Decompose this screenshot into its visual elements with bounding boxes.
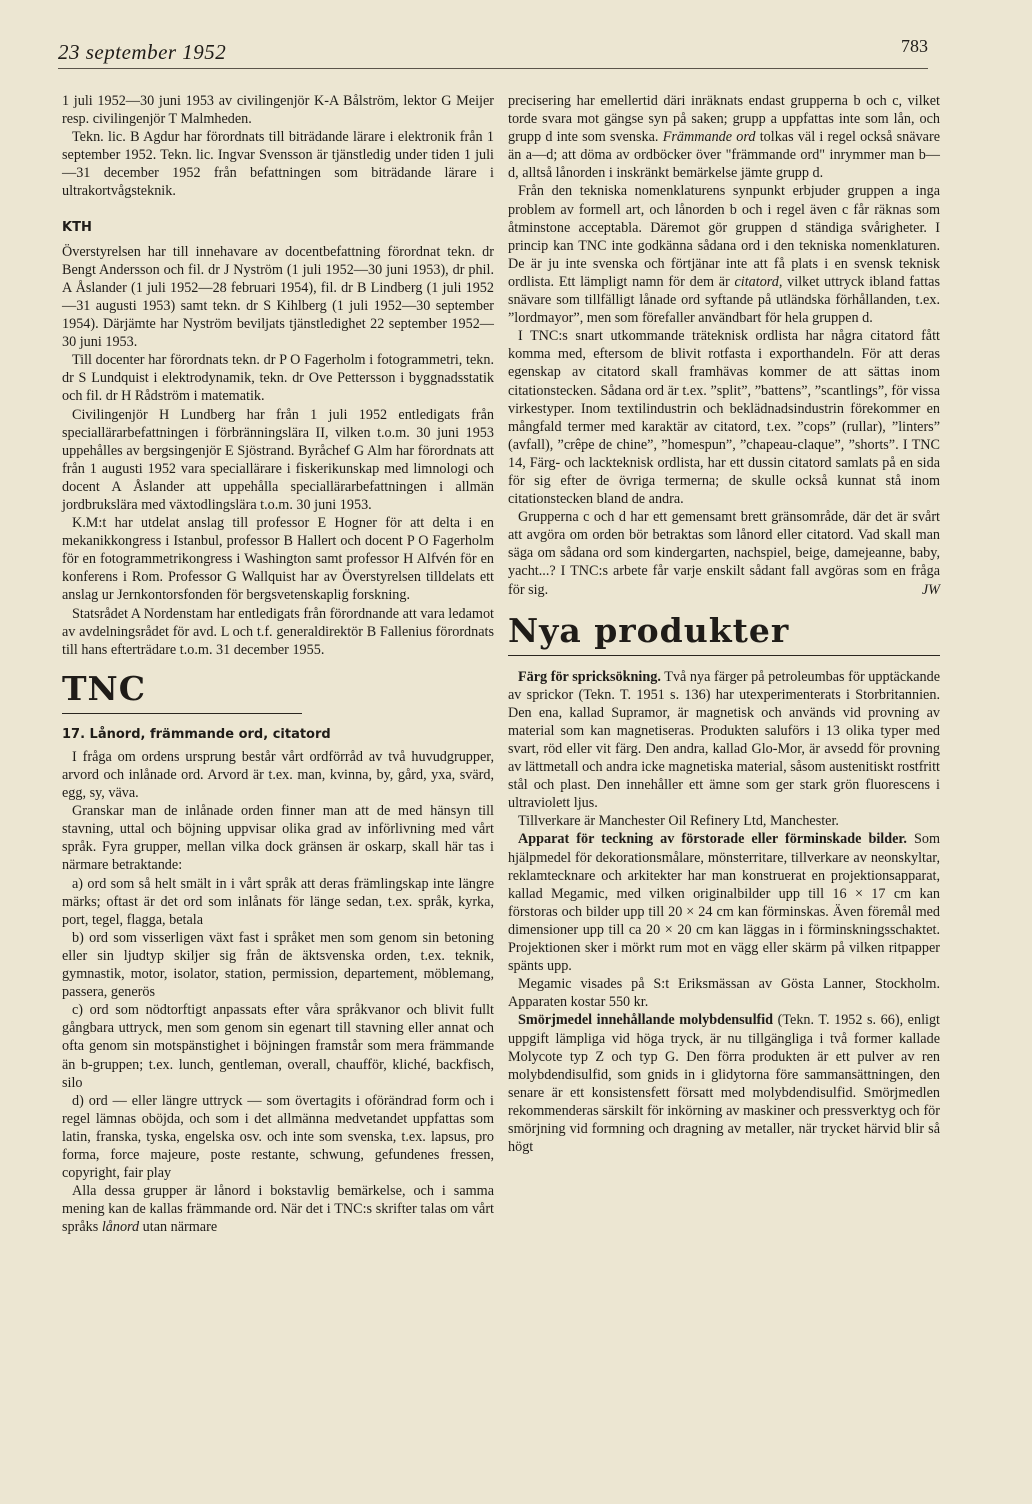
emphasis: Främmande ord — [662, 129, 756, 146]
paragraph: Tillverkare är Manchester Oil Refinery Ltd, Manchester. — [518, 813, 839, 830]
heading-rule — [62, 713, 302, 714]
entry-text: Två nya färger på petroleumbas för upptäckande av sprickor (Tekn. T. 1951 s. 136) har utexperimenterats i Storbritannien. Den ena, kallad Supramor, är magnetisk och används vid provning av material som kan magnetiseras. Produkten saluförs i 13 olika typer med svart, röd eller vit färg. Den andra, kallad Glo-Mor, är avsedd för provning av lättmetall och andra icke magnetiska material, såsom austenitiskt rostfritt stål och plast. Den innehåller ett ämne som ger stark grön fluorescens i ultraviolett ljus. — [508, 668, 940, 812]
paragraph: Megamic visades på S:t Eriksmässan av Gösta Lanner, Stockholm. Apparaten kostar 550 kr. — [508, 976, 940, 1011]
paragraph-text: tolkas väl i regel också snävare än a—d; att döma av ordböcker över "främmande ord" inrymmer man b—d, alltså lånorden i inskränkt bemärkelse jämte grupp d. — [508, 129, 940, 182]
paragraph — [62, 1182, 494, 1236]
entry-title: Apparat för teckning av förstorade eller förminskade bilder. — [518, 831, 907, 848]
paragraph: Granskar man de inlånade orden finner man att de med hänsyn till stavning, uttal och böjning uppvisar olika grad av införlivning med vårt språk. Fyra grupper, mellan vilka dock gränsen är oskarp, skall här tas i närmare betraktande: — [62, 803, 494, 874]
author-signature: JW — [921, 581, 940, 598]
paragraph — [508, 508, 940, 598]
heading-rule — [508, 655, 940, 656]
paragraph: I fråga om ordens ursprung består vårt ordförråd av två huvudgrupper, arvord och inlånade ord. Arvord är t.ex. man, kvinna, by, gård, yxa, svärd, egg, sy, väva. — [62, 748, 494, 802]
paragraph-text: precisering har emellertid däri inräknats endast grupperna b och c, vilket torde svara mot gängse syn på saken; grupp a uppfattas inte som lån, och grupp d inte som svenska. — [508, 93, 940, 146]
paragraph-text: Grupperna c och d har ett gemensamt brett gränsområde, där det är svårt att avgöra om orden bör betraktas som lånord eller citatord. Vad skall man säga om sådana ord som kindergarten, nachspiel, beige, damejeanne, baby, yacht...? I TNC:s arbete får varje enskilt sådant fall avgöras som en fråga för sig. — [508, 509, 940, 598]
header-rule — [58, 68, 928, 69]
emphasis: lånord — [101, 1219, 140, 1236]
paragraph: d) ord — eller längre uttryck — som övertagits i oförändrad form och i regel lämnas oböjda, och som i det allmänna medvetandet uppfattas som latin, franska, tyska, engelska osv. och inte som svenska, t.ex. lapsus, pro forma, force majeure, poste restante, schwung, gefundenes fressen, copyright, fair play — [62, 1092, 494, 1182]
product-entry — [508, 830, 940, 975]
paragraph-text: Från den tekniska nomenklaturens synpunkt erbjuder gruppen a inga problem av formell art, och lånorden b och i regel även c får räknas som åtminstone acceptabla. Däremot gör gruppen d ständiga svårigheter. I princip kan TNC inte godkänna sådana ord i den tekniska nomenklaturen. De är ju inte svenska och förtjänar inte att få plats i en svensk teknisk ordlista. Ett lämpligt namn för dem är — [508, 183, 940, 290]
section-title: 17. Lånord, främmande ord, citatord — [62, 726, 331, 742]
entry-text: Som hjälpmedel för dekorationsmålare, mönsterritare, tillverkare av neonskyltar, reklamtecknare och arkitekter har man konstruerat en projektionsapparat, kallad Megamic, med vilken originalbilder upp till 16 × 17 cm kan förstoras och bilder upp till 20 × 24 cm kan förminskas. Även föremål med dimensioner upp till ca 20 × 20 cm kan läggas in i förminskningsschaktet. Projektionen sker i mörkt rum mot en vägg eller skärm på vilken ritpapper spänts upp. — [508, 831, 941, 975]
paragraph: 1 juli 1952—30 juni 1953 av civilingenjör K-A Bålström, lektor G Meijer resp. civilingenjör T Malmheden. — [62, 93, 494, 128]
emphasis: citatord, — [734, 273, 783, 290]
paragraph: c) ord som nödtorftigt anpassats efter våra språkvanor och blivit fullt gångbara uttryck, men som genom sin egenart till stavning eller annat och ofta genom sin motspänstighet i böjningen framstår som mera främmande än b-gruppen; t.ex. lunch, gentleman, overall, chaufför, kliché, backfisch, silo — [62, 1002, 494, 1091]
tnc-heading: TNC — [62, 668, 146, 708]
kth-heading: KTH — [62, 219, 92, 235]
paragraph: Tekn. lic. B Agdur har förordnats till biträdande lärare i elektronik från 1 september 1952. Tekn. lic. Ingvar Svensson är tjänstledig under tiden 1 juli—31 december 1952 från befattningen som biträdande lärare i ultrakortvågsteknik. — [62, 129, 494, 200]
issue-date: 23 september 1952 — [58, 40, 227, 64]
paragraph: Överstyrelsen har till innehavare av docentbefattning förordnat tekn. dr Bengt Andersson och fil. dr J Nyström (1 juli 1952—30 juni 1953), dr phil. A Åslander (1 juli 1952—28 februari 1954), fil. dr B Lindberg (1 juli 1952—31 augusti 1953) samt tekn. dr S Kihlberg (1 juli 1952—30 september 1954). Därjämte har Nyström beviljats tjänstledighet 22 september 1952—30 juni 1953. — [62, 243, 494, 351]
paragraph: Civilingenjör H Lundberg har från 1 juli 1952 entledigats från speciallärarbefattningen i förbränningslära II, vilken t.o.m. 30 juni 1953 uppehålles av bergsingenjör E Sjöstrand. Byråchef G Alm har förordnats att från 1 augusti 1952 vara speciallärare i fiskerikunskap med limnologi och docent A Åslander att uppehålla speciallärarbefattningen i allmän jordbrukslära med växtodlingslära t.o.m. 30 juni 1953. — [62, 406, 494, 513]
paragraph — [508, 92, 940, 182]
paragraph-text: utan närmare — [142, 1219, 218, 1236]
paragraph: Till docenter har förordnats tekn. dr P O Fagerholm i fotogrammetri, tekn. dr S Lundquist i elektrodynamik, tekn. dr Ove Pettersson i byggnadsstatik och fil. dr H Rådström i matematik. — [62, 352, 494, 405]
paragraph: K.M:t har utdelat anslag till professor E Hogner för att delta i en mekanikkongress i Istanbul, professor B Hallert och docent P O Fagerholm för en fotogrammetrikongress i Washington samt professor H Alfvén för en konferens i Rom. Professor G Wallquist har av Överstyrelsen tilldelats ett anslag ur Jernkontorsfonden för bergsvetenskaplig forskning. — [62, 515, 494, 604]
left-column — [62, 92, 494, 1236]
page-number: 783 — [901, 36, 928, 56]
product-entry — [508, 668, 940, 813]
paragraph-text: Alla dessa grupper är lånord i bokstavlig bemärkelse, och i samma mening kan de kallas främmande ord. När det i TNC:s skrifter talas om vårt språks — [62, 1183, 494, 1236]
right-column — [508, 92, 940, 1156]
nya-produkter-heading: Nya produkter — [508, 610, 790, 650]
paragraph — [508, 182, 940, 327]
entry-text: (Tekn. T. 1952 s. 66), enligt uppgift lämpliga vid höga tryck, är nu tillgängliga i två former kallade Molycote typ Z och typ G. Den förra produkten är ett pulver av ren molybdendisulfid, som gnids in i glidytorna före sammansättningen, den senare är ett konsistensfett försatt med molybdendisulfid. Smörjmedlen rekommenderas särskilt för inkörning av maskiner och pressverktyg och för smörjning vid formning och dragning av metaller, när trycket härvid blir så högt — [508, 1012, 940, 1156]
entry-title: Färg för spricksökning. — [518, 668, 661, 685]
paragraph: a) ord som så helt smält in i vårt språk att deras främlingskap inte längre märks; oftast är det ord som inlånats för länge sedan, t.ex. språk, kyrka, port, tegel, flagga, betala — [62, 875, 494, 928]
paragraph: Statsrådet A Nordenstam har entledigats från förordnande att vara ledamot av avdelningsrådet för avd. L och t.f. generaldirektör B Fallenius förordnats till hans efterträdare t.o.m. 31 december 1955. — [62, 605, 494, 658]
paragraph-text: vilket uttryck ibland fattas snävare som tillfälligt lånade ord syftande på utländska förhållanden, t.ex. ”lordmayor”, men som förefaller användbart för hela gruppen d. — [508, 273, 940, 327]
paragraph: I TNC:s snart utkommande träteknisk ordlista har några citatord fått komma med, eftersom de blivit rotfasta i exporthandeln. För att deras egenskap av citatord skall framhävas kommer de att sättas inom citationstecken. Sådana ord är t.ex. ”split”, ”battens”, ”scantlings”, för vissa virkestyper. Inom textilindustrin och beklädnadsindustrin förekommer en mångfald termer med karaktär av citatord, t.ex. ”cops” (rullar), ”linters” (avfall), ”crêpe de chine”, ”homespun”, ”chapeau-claque”, ”shorts”. I TNC 14, Färg- och lackteknisk ordlista, har ett dussin citatord samlats på en sida för sig efter de övriga termerna; de skulle också kunnat stå inom citationstecken bland de andra. — [508, 328, 940, 508]
page-header — [58, 36, 978, 70]
product-entry — [508, 1011, 940, 1156]
entry-title: Smörjmedel innehållande molybdensulfid — [518, 1012, 774, 1029]
paragraph: b) ord som visserligen växt fast i språket men som genom sin betoning eller sin ljudtyp skiljer sig från de äktsvenska orden, t.ex. teknik, gymnastik, motor, isolator, station, permission, departement, möblemang, passera, generös — [62, 929, 494, 1001]
